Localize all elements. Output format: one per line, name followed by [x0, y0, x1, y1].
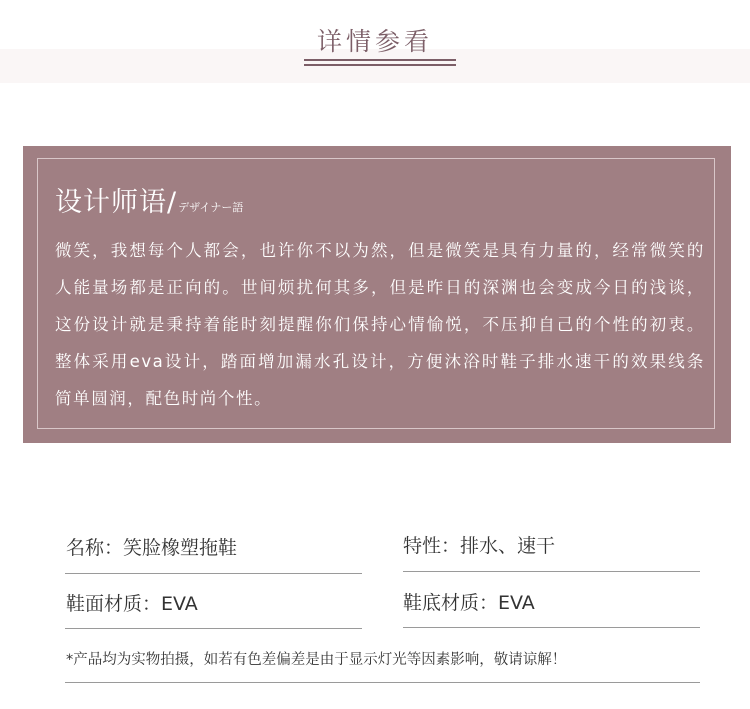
- designer-note-panel: [23, 146, 731, 443]
- footnote-divider: [65, 682, 700, 683]
- spec-feature: 特性：排水、速干: [403, 535, 556, 557]
- title-underline-bottom: [304, 64, 456, 66]
- designer-note-subtitle: デザイナー語: [178, 201, 244, 214]
- spec-divider: [65, 573, 362, 574]
- spec-divider: [403, 571, 700, 572]
- spec-upper-material: 鞋面材质：EVA: [66, 593, 198, 615]
- title-underline-top: [304, 59, 456, 61]
- spec-sole-material: 鞋底材质：EVA: [403, 592, 535, 614]
- page-title: 详情参看: [316, 27, 433, 56]
- spec-divider: [403, 627, 700, 628]
- designer-note-text: 微笑，我想每个人都会，也许你不以为然，但是微笑是具有力量的，经常微笑的人能量场都是正向的。世间烦扰何其多，但是昨日的深渊也会变成今日的浅谈，这份设计就是秉持着能时刻提醒你们保持心情愉悦，不压抑自己的个性的初衷。整体采用eva设计，踏面增加漏水孔设计，方便沐浴时鞋子排水速干的效果线条简单圆润，配色时尚个性。: [55, 241, 705, 408]
- spec-name: 名称：笑脸橡塑拖鞋: [66, 537, 238, 559]
- spec-divider: [65, 628, 362, 629]
- heading-slash: /: [167, 187, 177, 218]
- designer-note-title: 设计师语: [55, 187, 167, 218]
- disclaimer-note: *产品均为实物拍摄，如若有色差偏差是由于显示灯光等因素影响，敬请谅解！: [66, 652, 567, 668]
- designer-note-heading: [55, 180, 243, 219]
